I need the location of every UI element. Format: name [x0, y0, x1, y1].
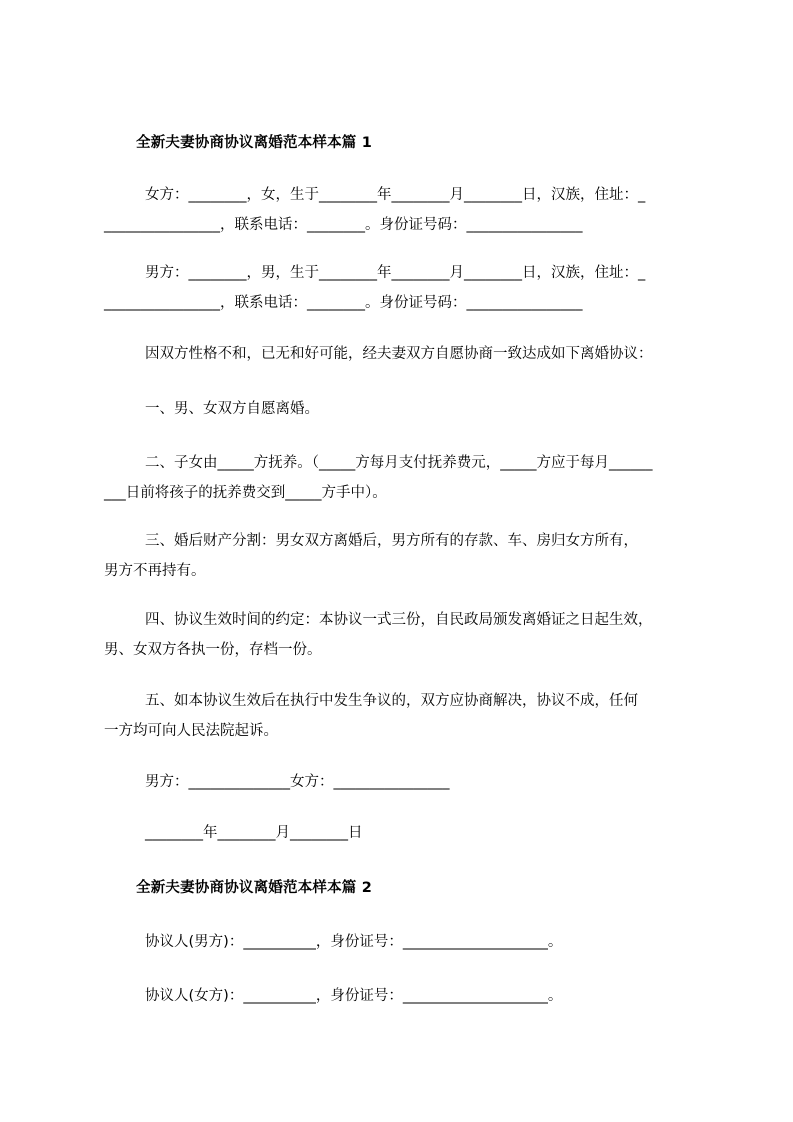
clause-3: [104, 526, 704, 586]
clause-2-line-1: 二、子女由_____方抚养。（_____方每月支付抚养费元，_____方应于每月______: [145, 455, 653, 471]
clause-2: [104, 448, 704, 508]
male-info-line-1: 男方：________，男，生于________年________月________日，汉族，住址：_: [145, 265, 646, 281]
clause-1-line: 一、男、女双方自愿离婚。: [145, 401, 319, 417]
section-heading-1: 全新夫妻协商协议离婚范本样本篇 1: [136, 135, 373, 151]
male-info-paragraph: [104, 258, 704, 318]
clause-3-line-1: 三、婚后财产分割：男女双方离婚后，男方所有的存款、车、房归女方所有，: [145, 533, 638, 549]
male-info-line-2: ________________，联系电话：________。身份证号码：________________: [104, 295, 583, 311]
clause-1: [104, 394, 704, 424]
clause-3-line-2: 男方不再持有。: [104, 563, 206, 579]
signature-block: [104, 767, 704, 797]
date-line: ________年________月________日: [145, 825, 363, 841]
female-info-paragraph: [104, 180, 704, 240]
clause-4-line-1: 四、协议生效时间的约定：本协议一式三份，自民政局颁发离婚证之日起生效，: [145, 612, 653, 628]
date-block: [104, 818, 704, 848]
intro-paragraph: [104, 339, 704, 369]
female-info-line-2: ________________，联系电话：________。身份证号码：________________: [104, 217, 583, 233]
clause-4: [104, 605, 704, 665]
party-male-line: 协议人(男方)：__________，身份证号：____________________。: [145, 934, 563, 950]
signature-line: 男方：______________女方：________________: [145, 774, 450, 790]
party-male-block: [104, 927, 704, 957]
clause-5-line-2: 一方均可向人民法院起诉。: [104, 723, 278, 739]
party-female-line: 协议人(女方)：__________，身份证号：____________________。: [145, 988, 563, 1004]
party-female-block: [104, 981, 704, 1011]
female-info-line-1: 女方：________，女，生于________年________月________日，汉族，住址：_: [145, 187, 646, 203]
clause-5: [104, 686, 704, 746]
clause-4-line-2: 男、女双方各执一份，存档一份。: [104, 642, 322, 658]
intro-line: 因双方性格不和，已无和好可能，经夫妻双方自愿协商一致达成如下离婚协议：: [145, 346, 653, 362]
clause-5-line-1: 五、如本协议生效后在执行中发生争议的，双方应协商解决，协议不成，任何: [145, 693, 638, 709]
section-heading-2: 全新夫妻协商协议离婚范本样本篇 2: [136, 880, 373, 896]
clause-2-line-2: ___日前将孩子的抚养费交到_____方手中）。: [104, 485, 387, 501]
